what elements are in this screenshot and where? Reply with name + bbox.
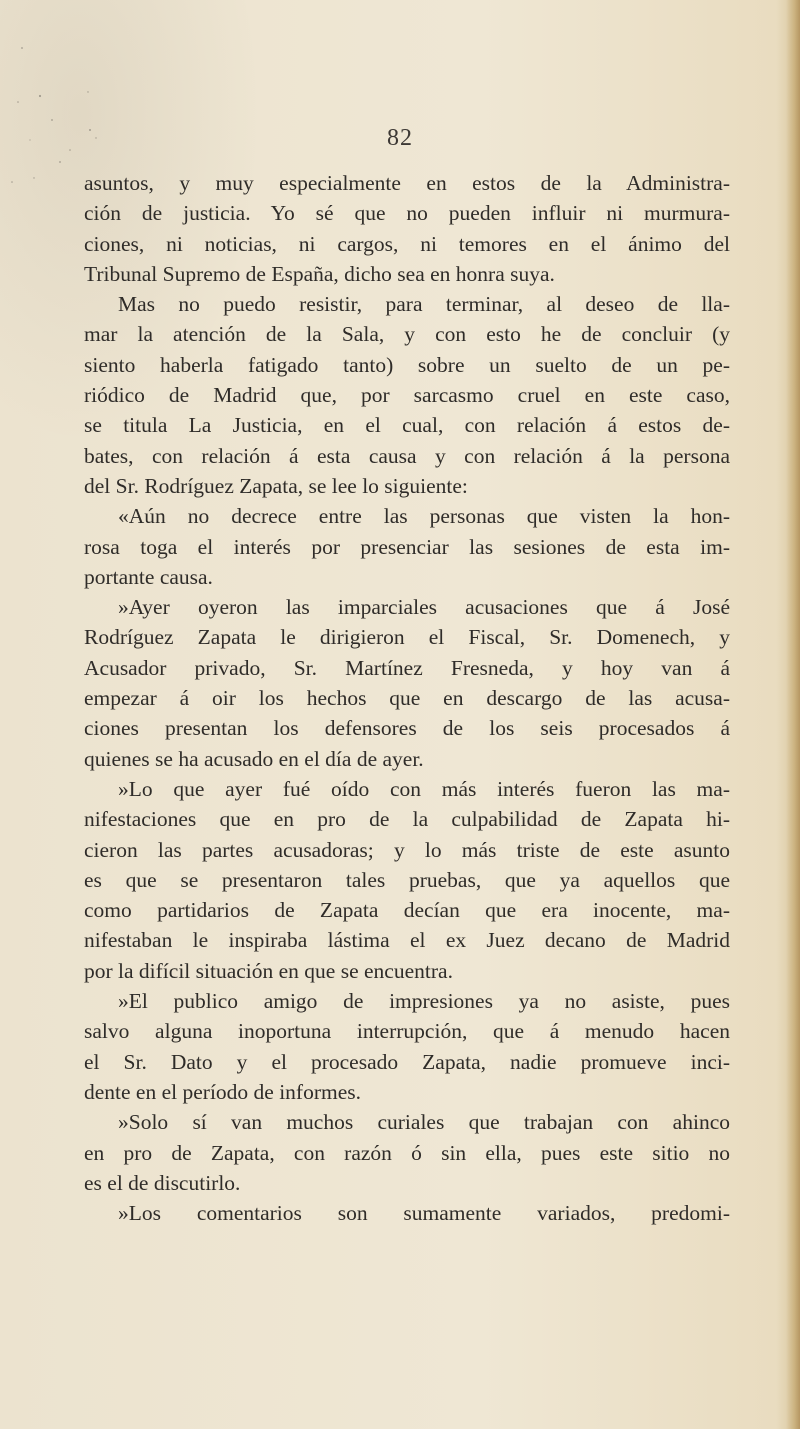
- text-line: es el de discutirlo.: [84, 1170, 241, 1195]
- text-line: »Los comentarios son sumamente variados, predomi-: [118, 1201, 730, 1226]
- text-line: empezar á oir los hechos que en descargo de las acusa-: [84, 686, 730, 711]
- text-line: quienes se ha acusado en el día de ayer.: [84, 746, 424, 771]
- text-line: ciones, ni noticias, ni cargos, ni temores en el ánimo del: [84, 231, 730, 256]
- body-text: [84, 168, 730, 1228]
- text-line: Acusador privado, Sr. Martínez Fresneda, y hoy van á: [84, 655, 730, 680]
- text-line: Rodríguez Zapata le dirigieron el Fiscal, Sr. Domenech, y: [84, 625, 730, 650]
- text-line: mar la atención de la Sala, y con esto he de concluir (y: [84, 322, 730, 347]
- text-line: asuntos, y muy especialmente en estos de la Administra-: [84, 171, 730, 195]
- text-line: rosa toga el interés por presenciar las sesiones de esta im-: [84, 534, 730, 559]
- text-line: bates, con relación á esta causa y con relación á la persona: [84, 443, 730, 468]
- text-line: es que se presentaron tales pruebas, que ya aquellos que: [84, 867, 730, 892]
- text-line: nifestaban le inspiraba lástima el ex Juez decano de Madrid: [84, 928, 730, 953]
- text-line: ción de justicia. Yo sé que no pueden influir ni murmura-: [84, 201, 730, 226]
- text-line: salvo alguna inoportuna interrupción, que á menudo hacen: [84, 1019, 730, 1044]
- text-line: se titula La Justicia, en el cual, con relación á estos de-: [84, 413, 730, 438]
- page-edge: [786, 0, 800, 1429]
- text-line: »Lo que ayer fué oído con más interés fueron las ma-: [118, 776, 730, 801]
- text-line: Tribunal Supremo de España, dicho sea en honra suya.: [84, 261, 555, 286]
- text-line: siento haberla fatigado tanto) sobre un suelto de un pe-: [84, 352, 730, 377]
- text-line: Mas no puedo resistir, para terminar, al deseo de lla-: [118, 292, 730, 317]
- text-line: ciones presentan los defensores de los seis procesados á: [84, 716, 730, 741]
- text-line: portante causa.: [84, 564, 213, 589]
- page-number: 82: [387, 125, 413, 151]
- text-line: como partidarios de Zapata decían que era inocente, ma-: [84, 898, 730, 923]
- text-line: «Aún no decrece entre las personas que visten la hon-: [118, 504, 730, 529]
- text-line: el Sr. Dato y el procesado Zapata, nadie promueve inci-: [84, 1049, 730, 1074]
- text-line: »El publico amigo de impresiones ya no asiste, pues: [118, 989, 730, 1014]
- text-line: del Sr. Rodríguez Zapata, se lee lo siguiente:: [84, 473, 468, 498]
- text-line: cieron las partes acusadoras; y lo más triste de este asunto: [84, 837, 730, 862]
- text-line: en pro de Zapata, con razón ó sin ella, pues este sitio no: [84, 1140, 730, 1165]
- text-line: riódico de Madrid que, por sarcasmo cruel en este caso,: [84, 383, 730, 408]
- text-line: »Solo sí van muchos curiales que trabajan con ahinco: [118, 1110, 730, 1135]
- text-line: dente en el período de informes.: [84, 1079, 362, 1104]
- text-line: nifestaciones que en pro de la culpabilidad de Zapata hi-: [84, 807, 730, 832]
- text-line: por la difícil situación en que se encuentra.: [84, 958, 453, 983]
- text-line: »Ayer oyeron las imparciales acusaciones que á José: [118, 595, 730, 620]
